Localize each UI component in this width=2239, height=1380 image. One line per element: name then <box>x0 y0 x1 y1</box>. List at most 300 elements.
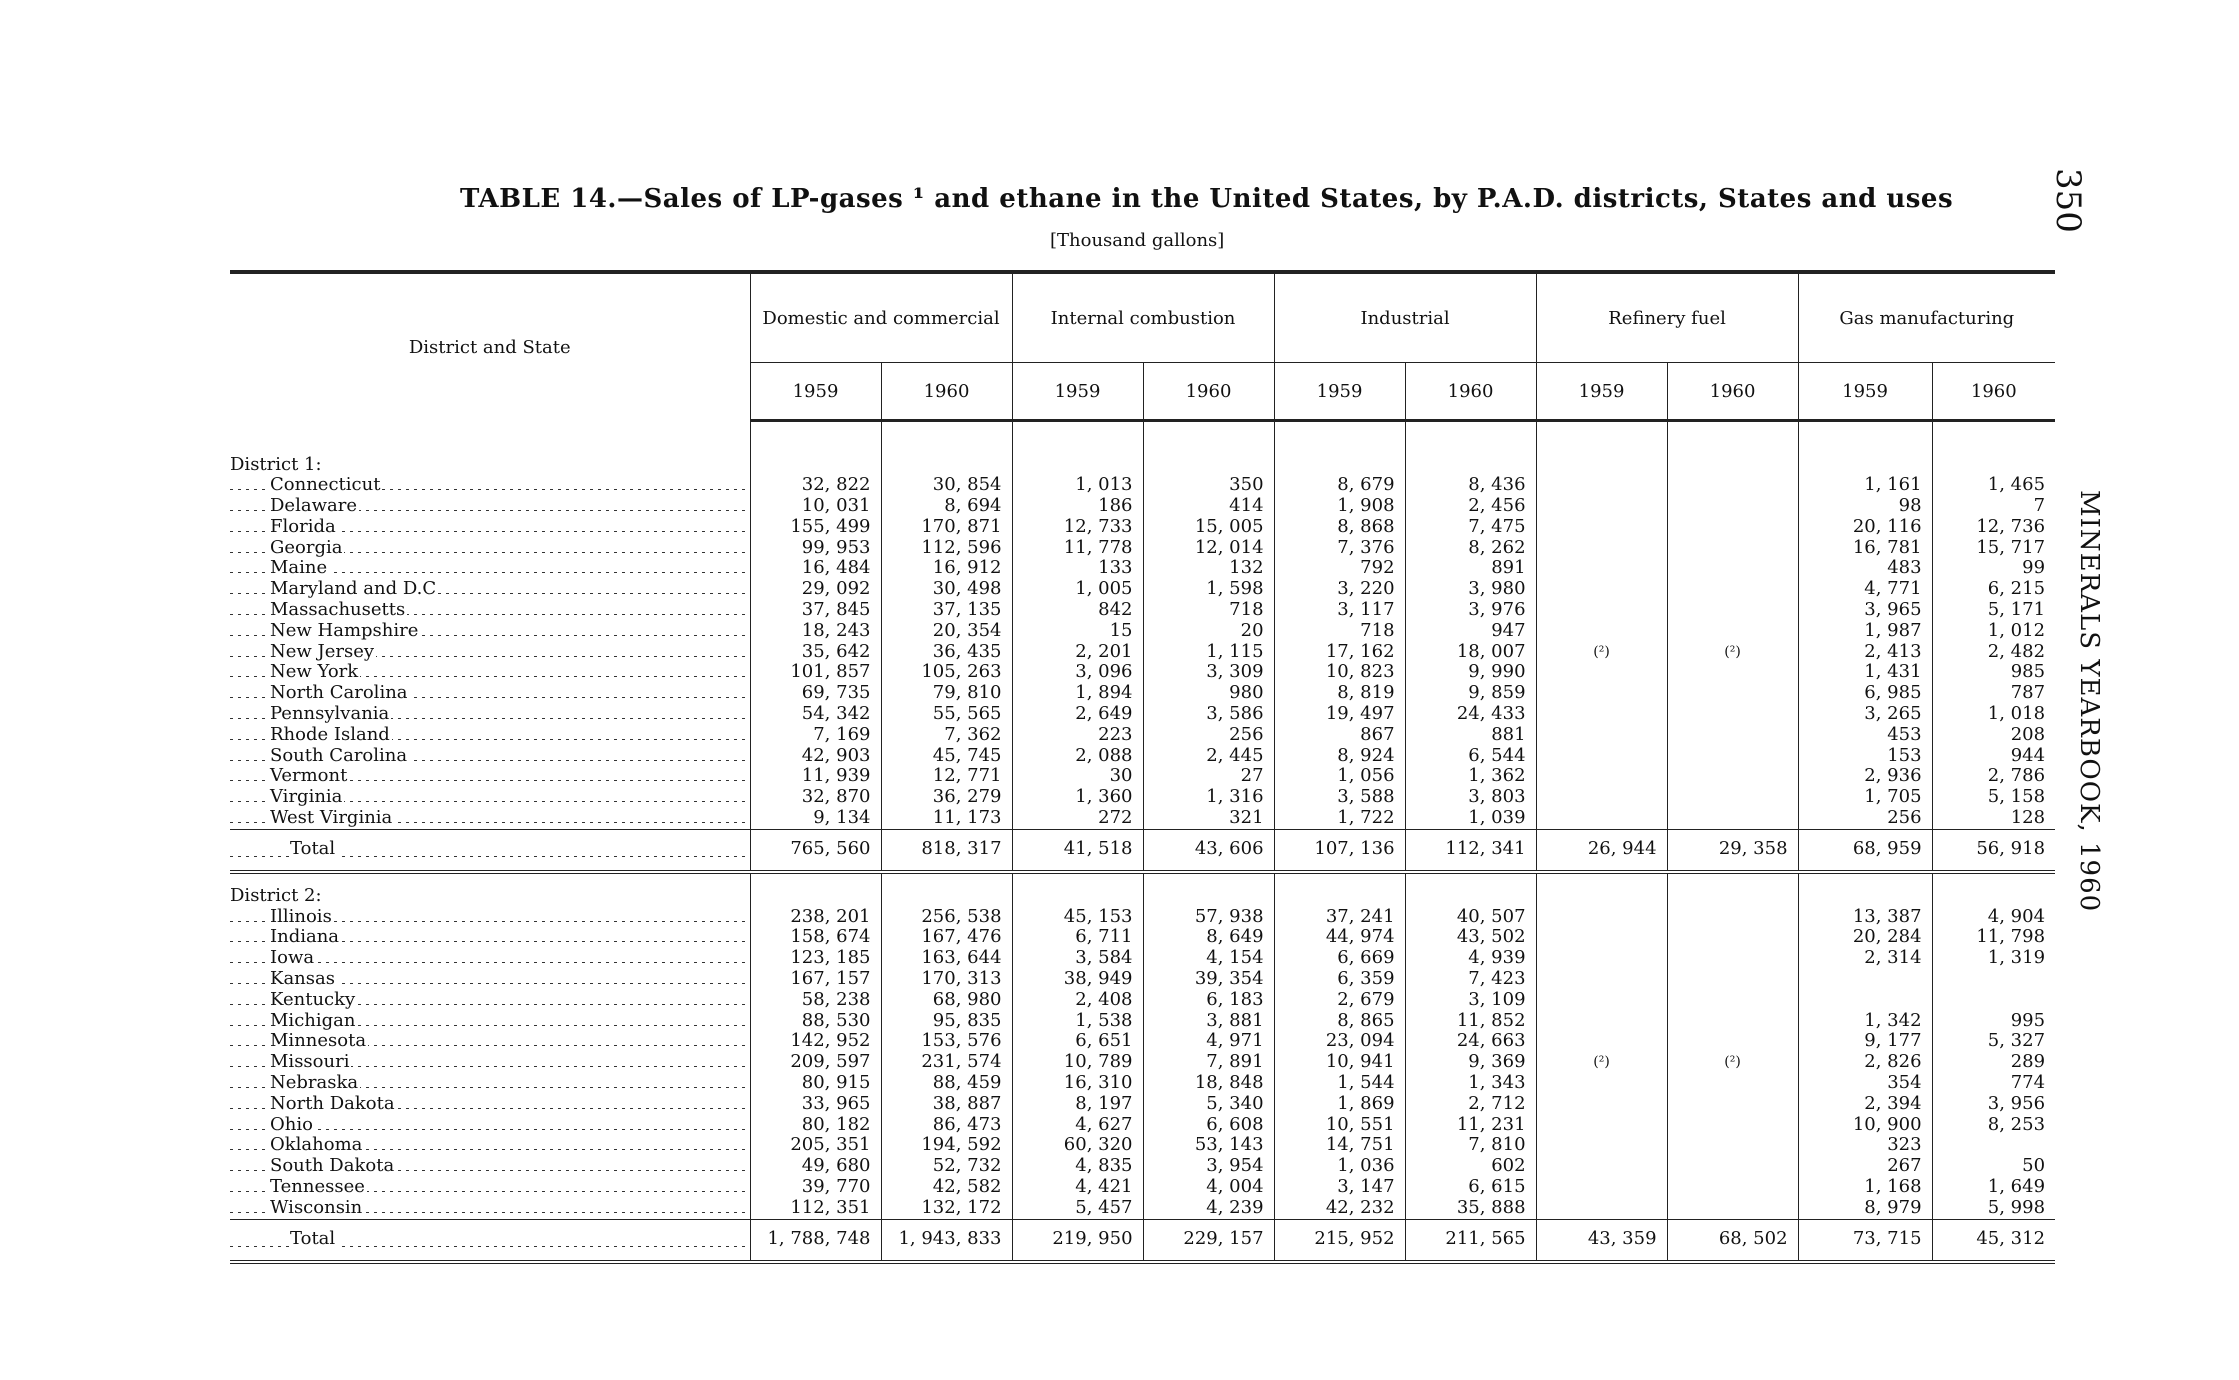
footnote-mark: (²) <box>1667 642 1798 663</box>
value-cell: 2, 786 <box>1932 766 2055 787</box>
value-cell: 37, 241 <box>1274 907 1405 928</box>
state-cell <box>230 475 750 496</box>
blank-cell <box>1405 872 1536 907</box>
state-name: Iowa <box>270 948 315 969</box>
state-cell <box>230 1031 750 1052</box>
state-name: South Dakota <box>270 1156 395 1177</box>
value-cell: 68, 980 <box>881 990 1012 1011</box>
value-cell: 1, 544 <box>1274 1073 1405 1094</box>
value-cell: 6, 669 <box>1274 948 1405 969</box>
value-cell: 7, 891 <box>1143 1052 1274 1073</box>
blank-cell <box>1667 808 1798 829</box>
blank-cell <box>1667 662 1798 683</box>
value-cell: 18, 007 <box>1405 642 1536 663</box>
value-cell: 2, 088 <box>1012 746 1143 767</box>
table-row <box>230 496 2055 517</box>
value-cell: 1, 705 <box>1798 787 1932 808</box>
value-cell: 792 <box>1274 558 1405 579</box>
value-cell: 69, 735 <box>750 683 881 704</box>
unit-note: [Thousand gallons] <box>1050 230 1225 251</box>
blank-cell <box>1667 725 1798 746</box>
blank-cell <box>1667 421 1798 476</box>
value-cell: 13, 387 <box>1798 907 1932 928</box>
blank-cell <box>1536 1011 1667 1032</box>
blank-cell <box>1667 787 1798 808</box>
value-cell: 27 <box>1143 766 1274 787</box>
value-cell: 15, 005 <box>1143 517 1274 538</box>
value-cell: 2, 408 <box>1012 990 1143 1011</box>
blank-cell <box>750 872 881 907</box>
value-cell: 1, 722 <box>1274 808 1405 829</box>
value-cell: 11, 798 <box>1932 927 2055 948</box>
value-cell: 88, 530 <box>750 1011 881 1032</box>
value-cell: 1, 987 <box>1798 621 1932 642</box>
blank-cell <box>1536 683 1667 704</box>
value-cell: 3, 220 <box>1274 579 1405 600</box>
value-cell: 99, 953 <box>750 538 881 559</box>
state-name: Maine <box>270 558 328 579</box>
year-header: 1959 <box>1798 363 1932 421</box>
state-name: Connecticut <box>270 475 381 496</box>
blank-cell <box>1667 1135 1798 1156</box>
value-cell: 49, 680 <box>750 1156 881 1177</box>
value-cell: 24, 433 <box>1405 704 1536 725</box>
value-cell: 23, 094 <box>1274 1031 1405 1052</box>
value-cell: 14, 751 <box>1274 1135 1405 1156</box>
state-cell <box>230 1052 750 1073</box>
blank-cell <box>1536 496 1667 517</box>
state-name: New Hampshire <box>270 620 419 641</box>
state-cell <box>230 1198 750 1219</box>
value-cell: 6, 651 <box>1012 1031 1143 1052</box>
value-cell: 44, 974 <box>1274 927 1405 948</box>
table-row <box>230 1115 2055 1136</box>
value-cell: 30, 498 <box>881 579 1012 600</box>
state-cell <box>230 808 750 829</box>
value-cell: 55, 565 <box>881 704 1012 725</box>
table-row <box>230 948 2055 969</box>
total-label-cell <box>230 829 750 872</box>
value-cell: 5, 171 <box>1932 600 2055 621</box>
blank-cell <box>1667 927 1798 948</box>
value-cell: 6, 183 <box>1143 990 1274 1011</box>
value-cell: 9, 134 <box>750 808 881 829</box>
value-cell: 231, 574 <box>881 1052 1012 1073</box>
table-row <box>230 662 2055 683</box>
value-cell <box>1798 990 1932 1011</box>
sales-table <box>230 270 2055 1264</box>
value-cell: 11, 778 <box>1012 538 1143 559</box>
value-cell: 1, 465 <box>1932 475 2055 496</box>
value-cell: 881 <box>1405 725 1536 746</box>
state-cell <box>230 746 750 767</box>
blank-cell <box>1667 558 1798 579</box>
value-cell: 3, 803 <box>1405 787 1536 808</box>
value-cell: 995 <box>1932 1011 2055 1032</box>
state-name: Wisconsin <box>270 1197 363 1218</box>
total-value: 1, 788, 748 <box>750 1219 881 1262</box>
value-cell: 944 <box>1932 746 2055 767</box>
table-row <box>230 969 2055 990</box>
value-cell: 2, 314 <box>1798 948 1932 969</box>
blank-cell <box>1536 948 1667 969</box>
total-value: 1, 943, 833 <box>881 1219 1012 1262</box>
value-cell: 6, 615 <box>1405 1177 1536 1198</box>
value-cell: 37, 135 <box>881 600 1012 621</box>
blank-cell <box>1536 746 1667 767</box>
table-row <box>230 1094 2055 1115</box>
value-cell: 774 <box>1932 1073 2055 1094</box>
blank-cell <box>1536 872 1667 907</box>
value-cell: 10, 031 <box>750 496 881 517</box>
page-number: 350 <box>2048 168 2088 233</box>
value-cell: 1, 316 <box>1143 787 1274 808</box>
value-cell: 3, 109 <box>1405 990 1536 1011</box>
state-cell <box>230 766 750 787</box>
value-cell: 4, 971 <box>1143 1031 1274 1052</box>
state-cell <box>230 1094 750 1115</box>
value-cell: 170, 313 <box>881 969 1012 990</box>
state-name: Oklahoma <box>270 1135 363 1156</box>
value-cell: 1, 036 <box>1274 1156 1405 1177</box>
group-gas-manufacturing: Gas manufacturing <box>1798 272 2055 363</box>
value-cell: 5, 340 <box>1143 1094 1274 1115</box>
value-cell: 39, 770 <box>750 1177 881 1198</box>
value-cell: 5, 457 <box>1012 1198 1143 1219</box>
value-cell: 1, 894 <box>1012 683 1143 704</box>
value-cell: 7, 423 <box>1405 969 1536 990</box>
value-cell: 1, 908 <box>1274 496 1405 517</box>
state-name: South Carolina <box>270 745 408 766</box>
value-cell: 289 <box>1932 1052 2055 1073</box>
total-row <box>230 829 2055 872</box>
year-header: 1960 <box>1932 363 2055 421</box>
table-row <box>230 808 2055 829</box>
value-cell: 167, 157 <box>750 969 881 990</box>
value-cell <box>1798 969 1932 990</box>
blank-cell <box>1536 600 1667 621</box>
blank-cell <box>1536 725 1667 746</box>
value-cell: 18, 243 <box>750 621 881 642</box>
value-cell: 123, 185 <box>750 948 881 969</box>
blank-cell <box>1536 1115 1667 1136</box>
value-cell: 1, 649 <box>1932 1177 2055 1198</box>
value-cell: 1, 013 <box>1012 475 1143 496</box>
value-cell: 1, 538 <box>1012 1011 1143 1032</box>
value-cell: 3, 096 <box>1012 662 1143 683</box>
state-cell <box>230 787 750 808</box>
blank-cell <box>1932 872 2055 907</box>
value-cell: 4, 239 <box>1143 1198 1274 1219</box>
value-cell: 2, 679 <box>1274 990 1405 1011</box>
value-cell: 3, 956 <box>1932 1094 2055 1115</box>
value-cell: 6, 608 <box>1143 1115 1274 1136</box>
value-cell: 8, 694 <box>881 496 1012 517</box>
value-cell: 5, 327 <box>1932 1031 2055 1052</box>
value-cell: 52, 732 <box>881 1156 1012 1177</box>
value-cell: 132, 172 <box>881 1198 1012 1219</box>
blank-cell <box>1667 517 1798 538</box>
value-cell: 153 <box>1798 746 1932 767</box>
table-title: TABLE 14.—Sales of LP-gases ¹ and ethane in the United States, by P.A.D. districts, States and uses <box>460 184 1954 214</box>
value-cell: 4, 004 <box>1143 1177 1274 1198</box>
table-row <box>230 1177 2055 1198</box>
blank-cell <box>1536 558 1667 579</box>
district-row <box>230 872 2055 907</box>
value-cell: 16, 484 <box>750 558 881 579</box>
table-row <box>230 517 2055 538</box>
value-cell: 101, 857 <box>750 662 881 683</box>
value-cell: 1, 431 <box>1798 662 1932 683</box>
value-cell: 6, 985 <box>1798 683 1932 704</box>
value-cell: 208 <box>1932 725 2055 746</box>
table-row <box>230 538 2055 559</box>
value-cell: 9, 177 <box>1798 1031 1932 1052</box>
value-cell: 38, 887 <box>881 1094 1012 1115</box>
blank-cell <box>1012 421 1143 476</box>
value-cell: 112, 596 <box>881 538 1012 559</box>
blank-cell <box>1667 746 1798 767</box>
footnote-mark: (²) <box>1667 1052 1798 1073</box>
state-cell <box>230 1156 750 1177</box>
year-header: 1959 <box>1536 363 1667 421</box>
value-cell: 50 <box>1932 1156 2055 1177</box>
state-cell <box>230 579 750 600</box>
blank-cell <box>1143 421 1274 476</box>
state-cell <box>230 558 750 579</box>
value-cell: 2, 826 <box>1798 1052 1932 1073</box>
value-cell: 12, 736 <box>1932 517 2055 538</box>
table-row <box>230 579 2055 600</box>
state-name: North Dakota <box>270 1093 395 1114</box>
state-cell <box>230 969 750 990</box>
total-value: 73, 715 <box>1798 1219 1932 1262</box>
blank-cell <box>1536 1198 1667 1219</box>
state-cell <box>230 600 750 621</box>
value-cell: 17, 162 <box>1274 642 1405 663</box>
value-cell: 9, 990 <box>1405 662 1536 683</box>
state-cell <box>230 538 750 559</box>
table-row <box>230 990 2055 1011</box>
value-cell: 1, 056 <box>1274 766 1405 787</box>
state-cell <box>230 948 750 969</box>
value-cell <box>1932 990 2055 1011</box>
total-value: 765, 560 <box>750 829 881 872</box>
value-cell: 2, 936 <box>1798 766 1932 787</box>
state-name: Maryland and D.C <box>270 579 437 600</box>
value-cell: 54, 342 <box>750 704 881 725</box>
total-value: 29, 358 <box>1667 829 1798 872</box>
value-cell: 1, 018 <box>1932 704 2055 725</box>
value-cell: 186 <box>1012 496 1143 517</box>
table-body <box>230 421 2055 1262</box>
state-name: Kentucky <box>270 989 356 1010</box>
table-row <box>230 683 2055 704</box>
value-cell: 414 <box>1143 496 1274 517</box>
table-row <box>230 1156 2055 1177</box>
value-cell: 36, 279 <box>881 787 1012 808</box>
value-cell: 158, 674 <box>750 927 881 948</box>
table-row <box>230 1198 2055 1219</box>
state-cell <box>230 621 750 642</box>
blank-cell <box>1667 579 1798 600</box>
state-name: Florida <box>270 516 336 537</box>
value-cell: 45, 153 <box>1012 907 1143 928</box>
total-value: 818, 317 <box>881 829 1012 872</box>
value-cell: 58, 238 <box>750 990 881 1011</box>
value-cell: 12, 014 <box>1143 538 1274 559</box>
value-cell: 453 <box>1798 725 1932 746</box>
group-internal-combustion: Internal combustion <box>1012 272 1274 363</box>
table-row <box>230 746 2055 767</box>
value-cell: 3, 980 <box>1405 579 1536 600</box>
blank-cell <box>1536 475 1667 496</box>
value-cell: 6, 544 <box>1405 746 1536 767</box>
value-cell: 9, 369 <box>1405 1052 1536 1073</box>
value-cell: 718 <box>1274 621 1405 642</box>
value-cell: 32, 822 <box>750 475 881 496</box>
state-name: Vermont <box>270 766 348 787</box>
year-header: 1959 <box>1012 363 1143 421</box>
blank-cell <box>1667 475 1798 496</box>
value-cell: 7, 376 <box>1274 538 1405 559</box>
value-cell: 20, 354 <box>881 621 1012 642</box>
blank-cell <box>1667 704 1798 725</box>
value-cell: 45, 745 <box>881 746 1012 767</box>
value-cell: 98 <box>1798 496 1932 517</box>
value-cell: 1, 360 <box>1012 787 1143 808</box>
value-cell: 12, 771 <box>881 766 1012 787</box>
value-cell: 272 <box>1012 808 1143 829</box>
blank-cell <box>1536 704 1667 725</box>
value-cell: 3, 965 <box>1798 600 1932 621</box>
value-cell: 39, 354 <box>1143 969 1274 990</box>
group-refinery-fuel: Refinery fuel <box>1536 272 1798 363</box>
value-cell: 6, 711 <box>1012 927 1143 948</box>
state-cell <box>230 1011 750 1032</box>
year-header: 1960 <box>1667 363 1798 421</box>
state-name: North Carolina <box>270 683 408 704</box>
value-cell: 32, 870 <box>750 787 881 808</box>
blank-cell <box>1274 421 1405 476</box>
state-name: Minnesota <box>270 1031 367 1052</box>
value-cell: 3, 265 <box>1798 704 1932 725</box>
blank-cell <box>1536 421 1667 476</box>
value-cell: 4, 627 <box>1012 1115 1143 1136</box>
total-value: 26, 944 <box>1536 829 1667 872</box>
value-cell: 4, 835 <box>1012 1156 1143 1177</box>
blank-cell <box>1274 872 1405 907</box>
total-value: 229, 157 <box>1143 1219 1274 1262</box>
total-value: 56, 918 <box>1932 829 2055 872</box>
value-cell: 43, 502 <box>1405 927 1536 948</box>
value-cell: 9, 859 <box>1405 683 1536 704</box>
value-cell: 11, 231 <box>1405 1115 1536 1136</box>
value-cell: 2, 394 <box>1798 1094 1932 1115</box>
state-cell <box>230 704 750 725</box>
state-cell <box>230 496 750 517</box>
value-cell: 4, 154 <box>1143 948 1274 969</box>
blank-cell <box>1932 421 2055 476</box>
state-name: New York <box>270 662 359 683</box>
total-value: 41, 518 <box>1012 829 1143 872</box>
table-row <box>230 1031 2055 1052</box>
value-cell: 12, 733 <box>1012 517 1143 538</box>
value-cell: 20, 116 <box>1798 517 1932 538</box>
value-cell: 60, 320 <box>1012 1135 1143 1156</box>
total-value: 45, 312 <box>1932 1219 2055 1262</box>
blank-cell <box>1667 1198 1798 1219</box>
blank-cell <box>1536 621 1667 642</box>
value-cell: 3, 586 <box>1143 704 1274 725</box>
value-cell: 238, 201 <box>750 907 881 928</box>
table-row <box>230 725 2055 746</box>
total-label: Total <box>290 1228 336 1250</box>
table-row <box>230 558 2055 579</box>
table-row <box>230 1011 2055 1032</box>
value-cell: 16, 310 <box>1012 1073 1143 1094</box>
footnote-mark: (²) <box>1536 1052 1667 1073</box>
total-value: 68, 502 <box>1667 1219 1798 1262</box>
value-cell: 88, 459 <box>881 1073 1012 1094</box>
value-cell: 350 <box>1143 475 1274 496</box>
blank-cell <box>881 872 1012 907</box>
table-row <box>230 642 2055 663</box>
running-head: MINERALS YEARBOOK, 1960 <box>2074 490 2104 913</box>
footnote-mark: (²) <box>1536 642 1667 663</box>
value-cell: 1, 319 <box>1932 948 2055 969</box>
table-row <box>230 907 2055 928</box>
total-row <box>230 1219 2055 1262</box>
value-cell: 8, 679 <box>1274 475 1405 496</box>
value-cell: 80, 915 <box>750 1073 881 1094</box>
value-cell: 7, 475 <box>1405 517 1536 538</box>
value-cell: 842 <box>1012 600 1143 621</box>
blank-cell <box>1536 927 1667 948</box>
district-row <box>230 421 2055 476</box>
value-cell: 86, 473 <box>881 1115 1012 1136</box>
district-name: District 2: <box>230 884 322 906</box>
value-cell: 256, 538 <box>881 907 1012 928</box>
value-cell: 6, 215 <box>1932 579 2055 600</box>
value-cell: 57, 938 <box>1143 907 1274 928</box>
value-cell: 8, 253 <box>1932 1115 2055 1136</box>
year-header: 1960 <box>1405 363 1536 421</box>
state-cell <box>230 907 750 928</box>
blank-cell <box>1667 1115 1798 1136</box>
state-cell <box>230 725 750 746</box>
stub-header: District and State <box>230 272 750 421</box>
value-cell: 10, 900 <box>1798 1115 1932 1136</box>
value-cell: 16, 912 <box>881 558 1012 579</box>
blank-cell <box>1667 1094 1798 1115</box>
value-cell: 8, 979 <box>1798 1198 1932 1219</box>
value-cell <box>1932 1135 2055 1156</box>
table-row <box>230 787 2055 808</box>
table-row <box>230 621 2055 642</box>
value-cell: 30, 854 <box>881 475 1012 496</box>
value-cell: 3, 117 <box>1274 600 1405 621</box>
blank-cell <box>1667 969 1798 990</box>
value-cell: 1, 168 <box>1798 1177 1932 1198</box>
value-cell: 321 <box>1143 808 1274 829</box>
value-cell: 99 <box>1932 558 2055 579</box>
value-cell: 256 <box>1143 725 1274 746</box>
state-cell <box>230 1073 750 1094</box>
blank-cell <box>1536 579 1667 600</box>
state-name: Ohio <box>270 1114 313 1135</box>
value-cell: 30 <box>1012 766 1143 787</box>
